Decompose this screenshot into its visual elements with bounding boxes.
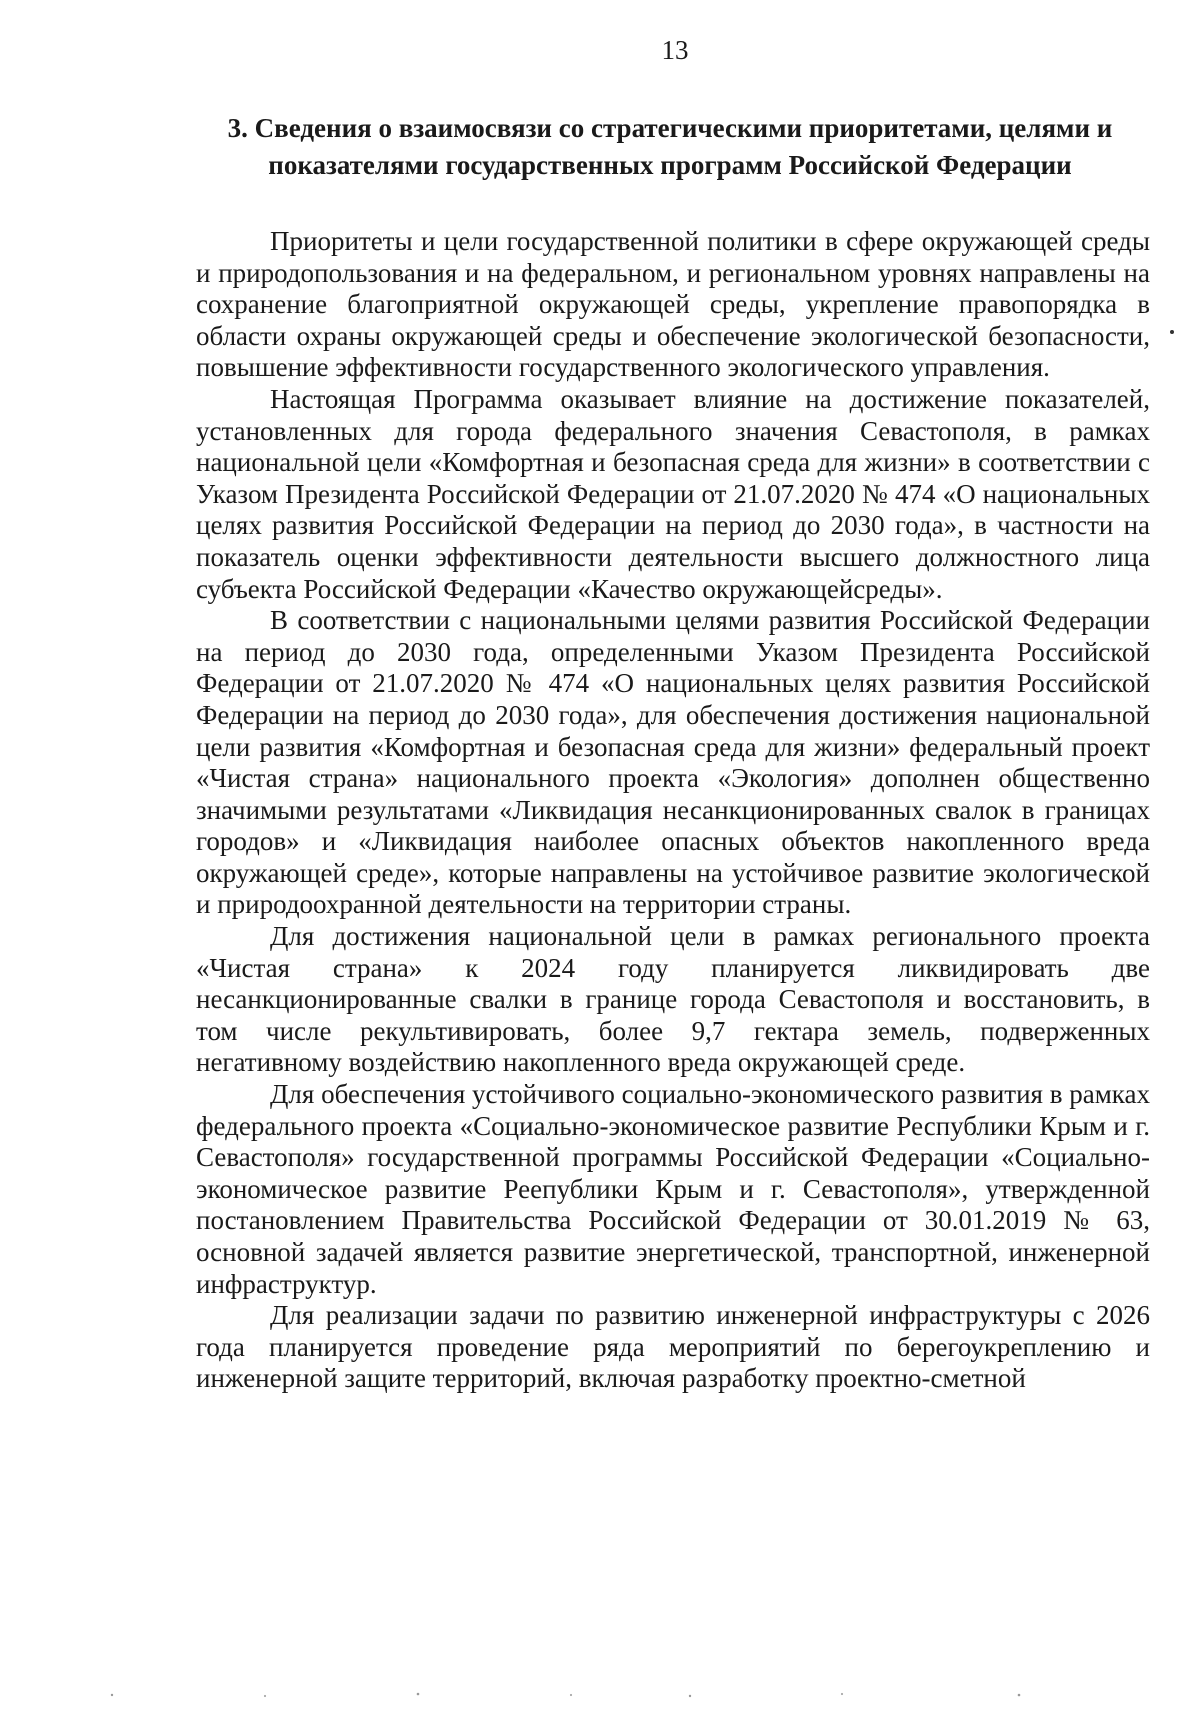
- page-number: 13: [661, 35, 689, 65]
- document-body: [196, 226, 1150, 1395]
- paragraph-clean-country: Для достижения национальной цели в рамках регионального проекта «Чистая страна» к 2024 году планируется ликвидировать две несанкционированные свалки в границе города Севастополя и восстановить, в том числе рекультивировать, более 9,7 гектара земель, подверженных негативному воздействию накопленного вреда окружающей среде.: [196, 921, 1150, 1078]
- paragraph-engineering: Для реализации задачи по развитию инженерной инфраструктуры с 2026 года планируется проведение ряда мероприятий по берегоукреплению и инженерной защите территорий, включая разработку проектно-сметной: [196, 1300, 1150, 1394]
- paragraph-national-goals: В соответствии с национальными целями развития Российской Федерации на период до 2030 года, определенными Указом Президента Российской Федерации от 21.07.2020 № 474 «О национальных целях развития Российской Федерации на период до 2030 года», для обеспечения достижения национальной цели развития «Комфортная и безопасная среда для жизни» федеральный проект «Чистая страна» национального проекта «Экология» дополнен общественно значимыми результатами «Ликвидация несанкционированных свалок в границах городов» и «Ликвидация наиболее опасных объектов накопленного вреда окружающей среде», которые направлены на устойчивое развитие экологической и природоохранной деятельности на территории страны.: [196, 605, 1150, 920]
- paragraph-program-influence: Настоящая Программа оказывает влияние на достижение показателей, установленных для города федерального значения Севастополя, в рамках национальной цели «Комфортная и безопасная среда для жизни» в соответствии с Указом Президента Российской Федерации от 21.07.2020 № 474 «О национальных целях развития Российской Федерации на период до 2030 года», в частности на показатель оценки эффективности деятельности высшего должностного лица субъекта Российской Федерации «Качество окружающейсреды».: [196, 383, 1150, 604]
- scan-edge-specks: [0, 1688, 1200, 1702]
- scan-dot-mark: [1170, 330, 1174, 334]
- section-heading: 3. Сведения о взаимосвязи со стратегическими приоритетами, целями и показателями государственных программ Российской Федерации: [227, 113, 1113, 180]
- paragraph-socio-economic: Для обеспечения устойчивого социально-экономического развития в рамках федерального проекта «Социально-экономическое развитие Республики Крым и г. Севастополя» государственной программы Российской Федерации «Социально-экономическое развитие Реепублики Крым и г. Севастополя», утвержденной постановлением Правительства Российской Федерации от 30.01.2019 № 63, основной задачей является развитие энергетической, транспортной, инженерной инфраструктур.: [196, 1079, 1150, 1299]
- paragraph-priorities: Приоритеты и цели государственной политики в сфере окружающей среды и природопользования и на федеральном, и региональном уровнях направлены на сохранение благоприятной окружающей среды, укрепление правопорядка в области охраны окружающей среды и обеспечение экологической безопасности, повышение эффективности государственного экологического управления.: [196, 226, 1150, 383]
